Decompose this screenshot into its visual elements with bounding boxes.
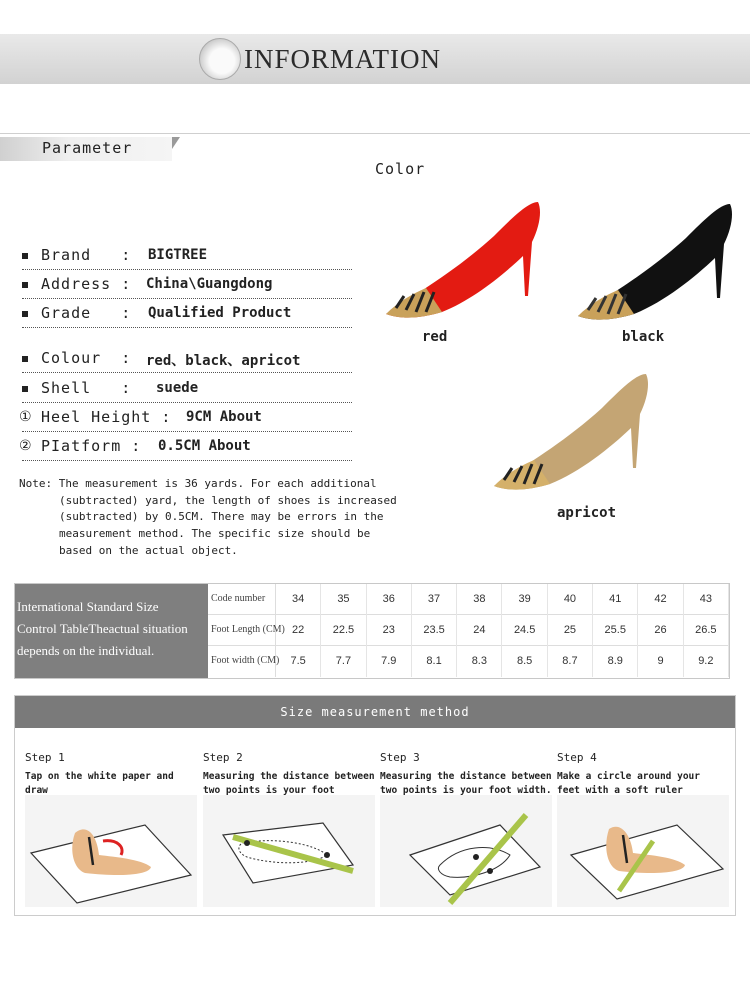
- size-table-row-label: Foot Length (CM): [208, 615, 276, 646]
- param-key: Brand :: [41, 246, 132, 264]
- parameter-label: Parameter: [42, 139, 133, 157]
- param-key: Colour :: [41, 349, 132, 367]
- param-key: Heel Height :: [41, 408, 172, 426]
- bullet-icon: [22, 282, 28, 288]
- size-table-cell: 8.7: [548, 646, 593, 677]
- size-table-cell: 9: [638, 646, 683, 677]
- param-value: China\Guangdong: [146, 276, 273, 292]
- size-table-cell: 8.5: [503, 646, 548, 677]
- param-key: Address :: [41, 275, 132, 293]
- size-table-heading: [15, 584, 208, 678]
- size-table-cell: 25.5: [593, 615, 638, 646]
- banner-circle-icon: [199, 38, 241, 80]
- size-table-heading-line: International Standard Size: [17, 599, 159, 614]
- step-3: [380, 751, 552, 802]
- size-table-cell: 26: [638, 615, 683, 646]
- bullet-icon: [22, 386, 28, 392]
- size-table-cell: 34: [276, 584, 321, 615]
- size-table-cell: 7.7: [321, 646, 366, 677]
- param-row-heel-height: [19, 406, 352, 432]
- step-title: Step 1: [25, 751, 65, 764]
- circled-number: ②: [19, 438, 32, 454]
- black-shoe-image: [574, 198, 739, 323]
- step-desc-line: Measuring the distance between: [203, 771, 375, 782]
- information-banner: [0, 34, 750, 84]
- red-shoe-image: [382, 196, 547, 321]
- size-table-cell: 40: [548, 584, 593, 615]
- note-line: Note: The measurement is 36 yards. For each additional: [19, 477, 377, 490]
- size-table-cell: 38: [457, 584, 502, 615]
- color-heading: Color: [375, 160, 426, 178]
- size-note: [19, 476, 419, 560]
- step-desc-line: Tap on the white paper and draw: [25, 771, 174, 796]
- size-table-row-label: Code number: [208, 584, 276, 615]
- step-title: Step 3: [380, 751, 420, 764]
- banner-title: INFORMATION: [244, 44, 442, 74]
- size-table-row: [208, 584, 729, 615]
- step-desc-line: Make a circle around your: [557, 771, 700, 782]
- size-table-heading-line: Control TableTheactual situation: [17, 621, 188, 636]
- param-row-shell: [22, 377, 352, 403]
- size-table-cell: 22: [276, 615, 321, 646]
- param-value: suede: [156, 380, 199, 396]
- size-chart-table: [14, 583, 730, 679]
- param-value: Qualified Product: [148, 305, 292, 321]
- step-desc-line: two points is your foot length.: [203, 785, 335, 810]
- step-desc-line: feet with a soft ruler: [557, 785, 683, 796]
- param-key: Shell :: [41, 379, 132, 397]
- size-table-cell: 8.3: [457, 646, 502, 677]
- divider: [0, 133, 750, 134]
- bullet-icon: [22, 356, 28, 362]
- step-1: [25, 751, 197, 810]
- param-value: 0.5CM About: [158, 438, 251, 454]
- size-table-cell: 26.5: [684, 615, 729, 646]
- step-desc-line: two points is your foot width.: [380, 785, 552, 796]
- measurement-method-section: [14, 695, 736, 916]
- foot-width-illustration: [380, 795, 552, 907]
- size-table-cell: 8.9: [593, 646, 638, 677]
- size-table-row: [208, 646, 729, 677]
- size-table-cell: 24.5: [503, 615, 548, 646]
- size-table-cell: 24: [457, 615, 502, 646]
- param-row-brand: [22, 244, 352, 270]
- size-table-heading-line: depends on the individual.: [17, 643, 155, 658]
- measurement-heading: Size measurement method: [15, 696, 735, 728]
- size-table-cell: 7.5: [276, 646, 321, 677]
- size-table-cell: 43: [684, 584, 729, 615]
- step-title: Step 2: [203, 751, 243, 764]
- shoe-caption-black: black: [622, 329, 665, 345]
- size-table-cell: 9.2: [684, 646, 729, 677]
- size-table-cell: 22.5: [321, 615, 366, 646]
- step-4: [557, 751, 729, 802]
- param-row-grade: [22, 302, 352, 328]
- bullet-icon: [22, 253, 28, 259]
- size-table-row: [208, 615, 729, 646]
- note-line: measurement method. The specific size should be: [59, 527, 371, 541]
- step-desc-line: the outline of your footsteps: [25, 799, 191, 810]
- param-value: red、black、apricot: [146, 353, 301, 369]
- param-key: PIatform :: [41, 437, 142, 455]
- param-value: BIGTREE: [148, 247, 208, 263]
- size-table-cell: 23: [367, 615, 412, 646]
- shoe-caption-red: red: [422, 329, 448, 345]
- ruler-wrap-illustration: [557, 795, 729, 907]
- size-table-cell: 35: [321, 584, 366, 615]
- foot-length-illustration: [203, 795, 375, 907]
- param-key: Grade :: [41, 304, 132, 322]
- param-row-platform: [19, 435, 352, 461]
- size-table-cell: 42: [638, 584, 683, 615]
- size-table-cell: 25: [548, 615, 593, 646]
- step-2: [203, 751, 375, 810]
- step-desc-line: Measuring the distance between: [380, 771, 552, 782]
- param-row-colour: [22, 347, 352, 373]
- bullet-icon: [22, 311, 28, 317]
- circled-number: ①: [19, 409, 32, 425]
- step-title: Step 4: [557, 751, 597, 764]
- note-line: (subtracted) by 0.5CM. There may be errors in the: [59, 510, 384, 524]
- size-table-cell: 36: [367, 584, 412, 615]
- size-table-cell: 39: [503, 584, 548, 615]
- size-table-row-label: Foot width (CM): [208, 646, 276, 677]
- note-line: based on the actual object.: [59, 543, 238, 557]
- apricot-shoe-image: [490, 368, 655, 493]
- size-table-cell: 23.5: [412, 615, 457, 646]
- param-row-address: [22, 273, 352, 299]
- size-table-cell: 41: [593, 584, 638, 615]
- size-table-cell: 7.9: [367, 646, 412, 677]
- param-value: 9CM About: [186, 409, 262, 425]
- note-line: (subtracted) yard, the length of shoes is increased: [59, 493, 397, 507]
- size-table-cell: 8.1: [412, 646, 457, 677]
- shoe-caption-apricot: apricot: [557, 505, 617, 521]
- size-table-cell: 37: [412, 584, 457, 615]
- parameter-tab: [0, 137, 172, 161]
- trace-foot-illustration: [25, 795, 197, 907]
